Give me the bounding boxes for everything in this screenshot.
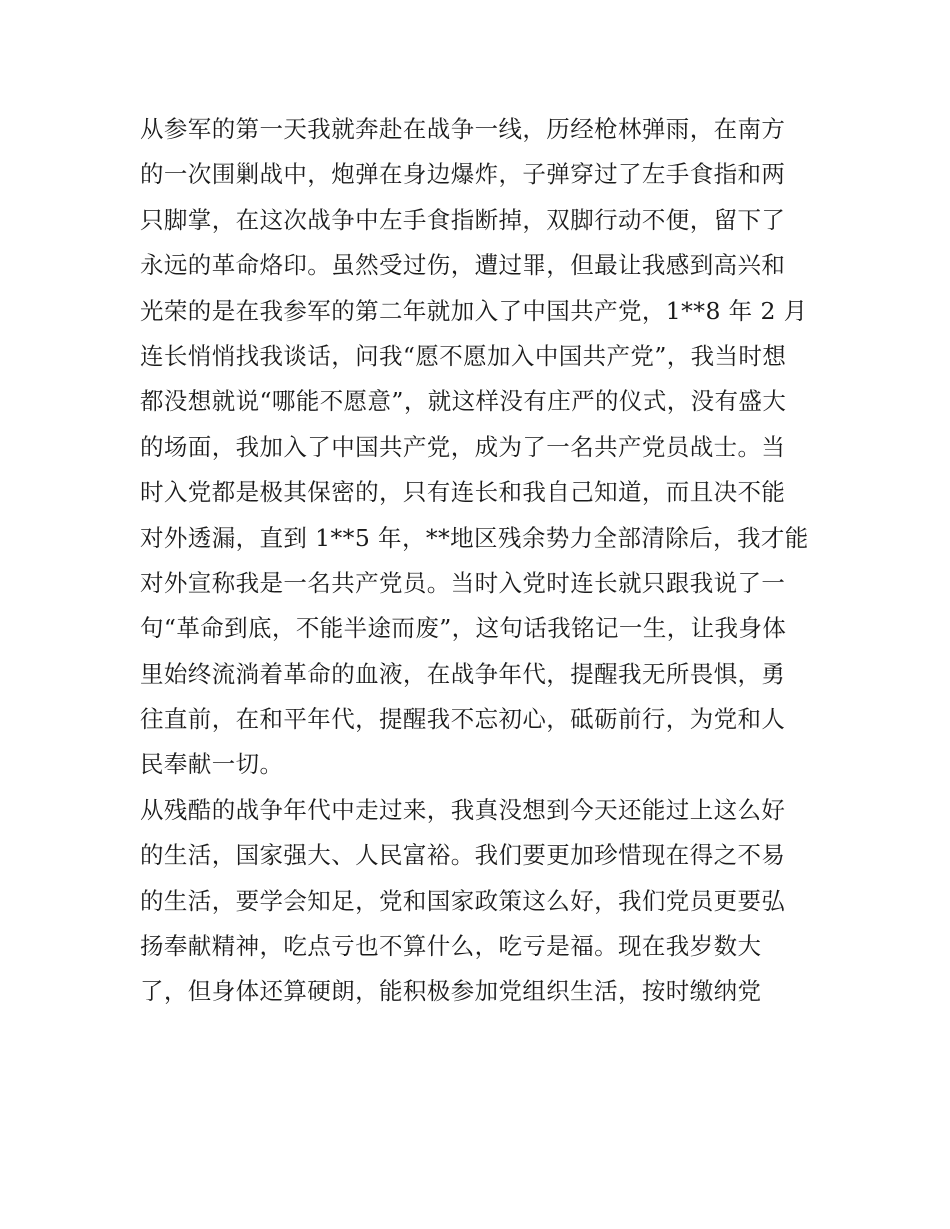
- text-line: 只脚掌，在这次战争中左手食指断掉，双脚行动不便，留下了: [140, 205, 786, 234]
- text-line: 的场面，我加入了中国共产党，成为了一名共产党员战士。当: [140, 432, 786, 461]
- text-line: 的生活，国家强大、人民富裕。我们要更加珍惜现在得之不易: [140, 841, 786, 870]
- text-line: 连长悄悄找我谈话，问我“愿不愿加入中国共产党”，我当时想: [140, 341, 787, 370]
- text-line: 的一次围剿战中，炮弹在身边爆炸，子弹穿过了左手食指和两: [140, 160, 786, 189]
- text-line: 了，但身体还算硬朗，能积极参加党组织生活，按时缴纳党: [140, 977, 762, 1006]
- text-line: 永远的革命烙印。虽然受过伤，遭过罪，但最让我感到高兴和: [140, 251, 786, 280]
- text-line: 光荣的是在我参军的第二年就加入了中国共产党，1**8 年 2 月: [140, 296, 808, 325]
- text-line: 都没想就说“哪能不愿意”，就这样没有庄严的仪式，没有盛大: [140, 387, 787, 416]
- text-line: 对外宣称我是一名共产党员。当时入党时连长就只跟我说了一: [140, 568, 786, 597]
- text-line: 民奉献一切。: [140, 750, 284, 779]
- paragraph-2: [140, 788, 820, 1015]
- text-line: 句“革命到底，不能半途而废”，这句话我铭记一生，让我身体: [140, 614, 787, 643]
- document-body: [140, 107, 820, 1015]
- text-line: 里始终流淌着革命的血液，在战争年代，提醒我无所畏惧，勇: [140, 659, 786, 688]
- text-line: 对外透漏，直到 1**5 年，**地区残余势力全部清除后，我才能: [140, 523, 809, 552]
- text-line: 从参军的第一天我就奔赴在战争一线，历经枪林弹雨，在南方: [140, 115, 786, 143]
- text-line: 时入党都是极其保密的，只有连长和我自己知道，而且决不能: [140, 478, 786, 507]
- text-line: 从残酷的战争年代中走过来，我真没想到今天还能过上这么好: [140, 795, 786, 824]
- text-line: 扬奉献精神，吃点亏也不算什么，吃亏是福。现在我岁数大: [140, 932, 762, 961]
- text-line: 的生活，要学会知足，党和国家政策这么好，我们党员更要弘: [140, 886, 786, 915]
- paragraph-1: [140, 107, 820, 788]
- text-line: 往直前，在和平年代，提醒我不忘初心，砥砺前行，为党和人: [140, 705, 786, 734]
